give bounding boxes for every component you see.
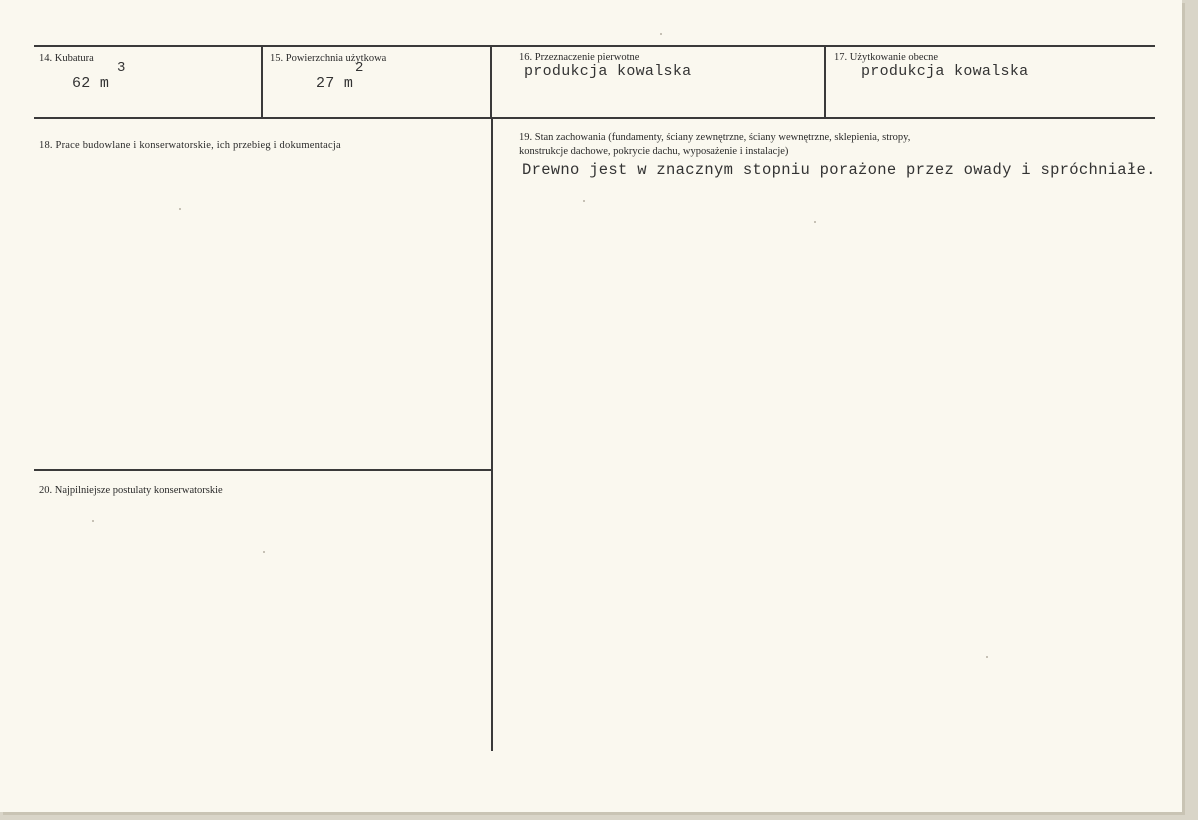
row1-bottom-rule: [34, 117, 1155, 119]
paper-speck: [583, 200, 585, 202]
section18-bottom-rule: [34, 469, 491, 471]
divider-14-15: [261, 45, 263, 117]
paper-speck: [263, 551, 265, 553]
stan-label-line2: konstrukcje dachowe, pokrycie dachu, wyposażenie i instalacje): [519, 146, 789, 157]
top-rule: [34, 45, 1155, 47]
main-vertical-divider: [491, 117, 493, 751]
paper-speck: [660, 33, 662, 35]
powierzchnia-value: 27 m: [316, 75, 354, 92]
powierzchnia-label: 15. Powierzchnia użytkowa: [270, 53, 387, 64]
uzytkowanie-value: produkcja kowalska: [861, 63, 1029, 80]
uzytkowanie-label: 17. Użytkowanie obecne: [834, 52, 939, 63]
kubatura-value: 62 m: [72, 75, 110, 92]
paper-speck: [92, 520, 94, 522]
divider-16-17: [824, 45, 826, 117]
przeznaczenie-value: produkcja kowalska: [524, 63, 692, 80]
stan-label-line1: 19. Stan zachowania (fundamenty, ściany zewnętrzne, ściany wewnętrzne, sklepienia, stropy,: [519, 132, 911, 143]
powierzchnia-superscript: 2: [355, 60, 364, 76]
divider-15-16: [490, 45, 492, 117]
paper-speck: [986, 656, 988, 658]
paper-speck: [814, 221, 816, 223]
kubatura-superscript: 3: [117, 60, 126, 76]
paper-speck: [179, 208, 181, 210]
przeznaczenie-label: 16. Przeznaczenie pierwotne: [519, 52, 640, 63]
prace-label: 18. Prace budowlane i konserwatorskie, ich przebieg i dokumentacja: [39, 140, 341, 151]
kubatura-label: 14. Kubatura: [39, 53, 94, 64]
postulaty-label: 20. Najpilniejsze postulaty konserwatorskie: [39, 485, 223, 496]
stan-value: Drewno jest w znacznym stopniu porażone przez owady i spróchniałe.: [522, 161, 1156, 179]
